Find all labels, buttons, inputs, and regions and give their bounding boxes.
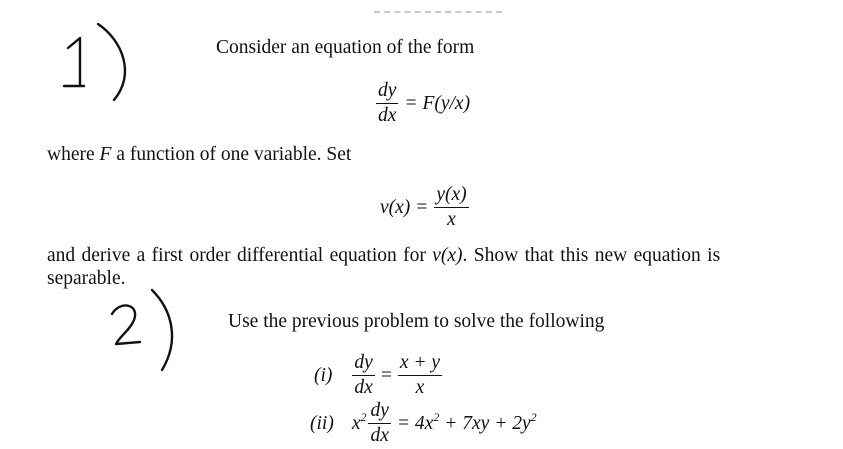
fraction-numerator: y(x): [436, 184, 467, 205]
top-dashed-artifact: [374, 11, 502, 13]
problem2-item-i: [314, 352, 442, 399]
coef-exponent: 2: [360, 409, 367, 424]
x-plus-y-over-x-fraction: [398, 352, 442, 399]
dy-dx-fraction: [352, 352, 374, 399]
fraction-numerator: x + y: [399, 352, 441, 373]
where-F: F: [99, 144, 112, 165]
substitution-equation: [380, 184, 469, 231]
fraction-denominator: x: [415, 377, 425, 398]
item2-rhs: [396, 409, 537, 435]
fraction-numerator: dy: [370, 400, 389, 421]
rhs-term-b-exponent: 2: [530, 409, 537, 424]
fraction-numerator: dy: [354, 352, 373, 373]
problem1-intro: Consider an equation of the form: [216, 37, 475, 58]
item-label-i: (i): [314, 364, 333, 386]
fraction-denominator: x: [447, 209, 456, 230]
problem2-intro: Use the previous problem to solve the following: [228, 311, 605, 332]
fraction-numerator: dy: [378, 80, 397, 101]
derive-line-1: [47, 245, 720, 267]
where-statement: [47, 144, 351, 166]
derive-v-of-x: v(x): [432, 245, 463, 266]
equation-rhs: = F(y/x): [404, 92, 471, 114]
derive-text-b: . Show that this new equation is: [462, 245, 721, 266]
problem2-item-ii: [310, 400, 537, 447]
fraction-denominator: dx: [354, 377, 373, 398]
fraction-denominator: dx: [378, 105, 397, 126]
rhs-term-a-exponent: 2: [433, 409, 440, 424]
handwritten-number-1: [50, 16, 140, 106]
problem1-equation: [376, 80, 470, 127]
item2-coefficient: [351, 409, 367, 435]
fraction-denominator: dx: [370, 425, 389, 446]
dy-dx-fraction: [376, 80, 398, 127]
derive-line-2: separable.: [47, 268, 126, 289]
handwritten-number-2: [100, 286, 190, 376]
equals-sign: =: [380, 364, 392, 386]
rhs-term-a: = 4x: [396, 412, 434, 434]
coef-base: x: [351, 412, 361, 434]
substitution-lhs: v(x) =: [380, 196, 429, 218]
where-text-a: where: [47, 144, 100, 165]
derive-text-a: and derive a first order differential equation for: [47, 245, 433, 266]
y-over-x-fraction: [434, 184, 468, 231]
rhs-term-b: + 7xy + 2y: [439, 412, 531, 434]
dy-dx-fraction: [368, 400, 390, 447]
where-text-b: a function of one variable. Set: [111, 144, 352, 165]
item-label-ii: (ii): [310, 412, 334, 434]
